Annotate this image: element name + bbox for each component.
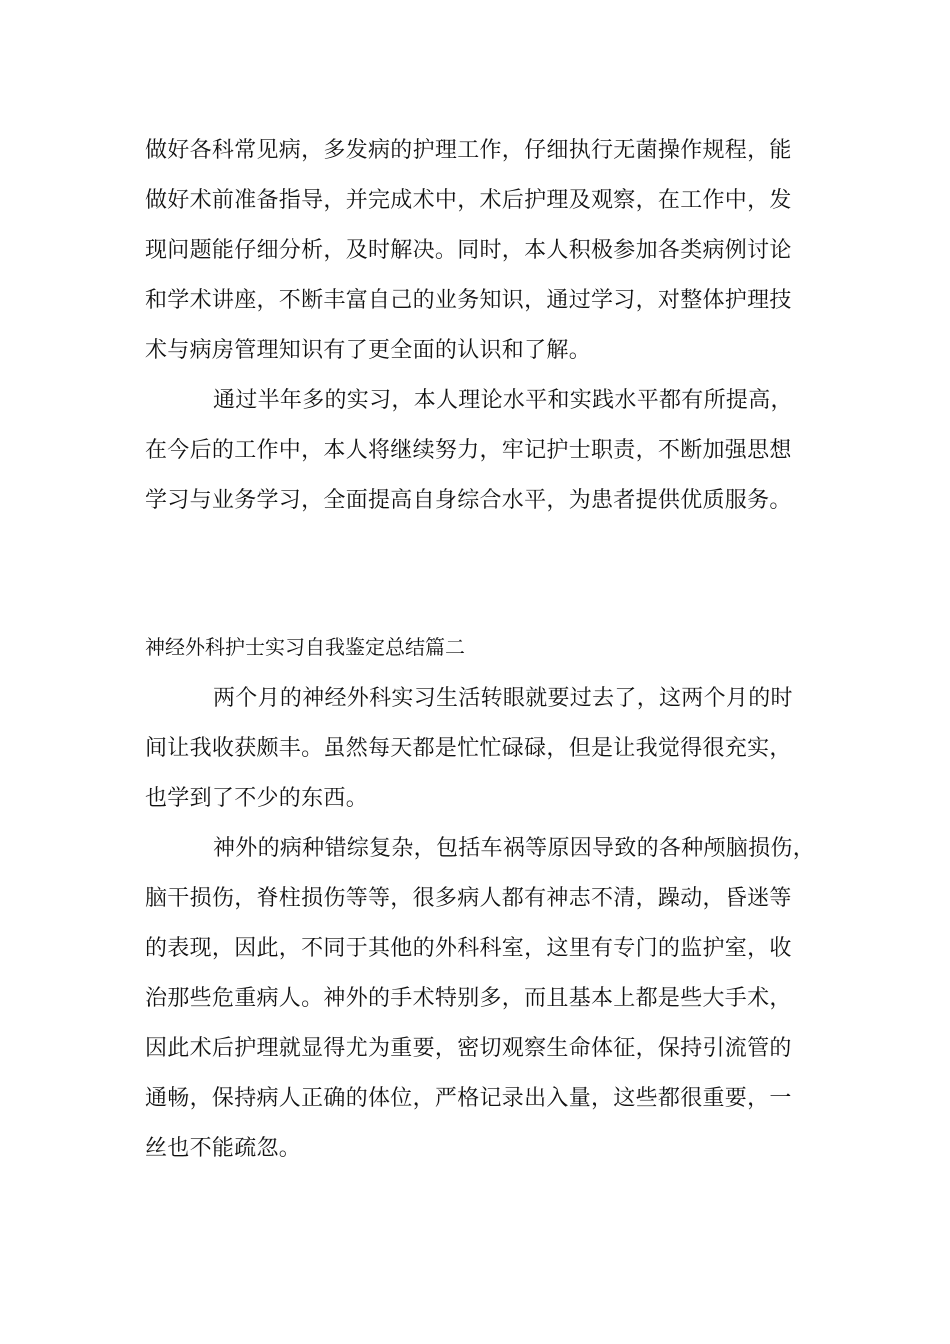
paragraph-line: 通过半年多的实习，本人理论水平和实践水平都有所提高， [213, 388, 793, 413]
paragraph-line: 的表现，因此，不同于其他的外科科室，这里有专门的监护室，收 [145, 936, 792, 961]
paragraph-line: 脑干损伤，脊柱损伤等等，很多病人都有神志不清，躁动，昏迷等 [145, 886, 792, 911]
section-heading: 神经外科护士实习自我鉴定总结篇二 [145, 635, 465, 659]
paragraph-line: 治那些危重病人。神外的手术特别多，而且基本上都是些大手术， [145, 986, 792, 1011]
paragraph-line: 丝也不能疏忽。 [145, 1136, 302, 1161]
paragraph-line: 通畅，保持病人正确的体位，严格记录出入量，这些都很重要，一 [145, 1086, 792, 1111]
paragraph-line: 做好术前准备指导，并完成术中，术后护理及观察，在工作中，发 [145, 188, 792, 213]
paragraph-line: 间让我收获颇丰。虽然每天都是忙忙碌碌，但是让我觉得很充实， [145, 736, 792, 761]
paragraph-line: 在今后的工作中，本人将继续努力，牢记护士职责，不断加强思想 [145, 438, 792, 463]
paragraph-line: 现问题能仔细分析，及时解决。同时，本人积极参加各类病例讨论 [145, 238, 792, 263]
paragraph-line: 因此术后护理就显得尤为重要，密切观察生命体征，保持引流管的 [145, 1036, 792, 1061]
paragraph-line: 也学到了不少的东西。 [145, 786, 369, 811]
paragraph-line: 两个月的神经外科实习生活转眼就要过去了，这两个月的时 [213, 686, 793, 711]
paragraph-line: 术与病房管理知识有了更全面的认识和了解。 [145, 338, 592, 363]
paragraph-line: 做好各科常见病，多发病的护理工作，仔细执行无菌操作规程，能 [145, 138, 792, 163]
paragraph-line: 学习与业务学习，全面提高自身综合水平，为患者提供优质服务。 [145, 488, 792, 513]
paragraph-line: 和学术讲座，不断丰富自己的业务知识，通过学习，对整体护理技 [145, 288, 792, 313]
paragraph-line: 神外的病种错综复杂，包括车祸等原因导致的各种颅脑损伤， [213, 836, 815, 861]
